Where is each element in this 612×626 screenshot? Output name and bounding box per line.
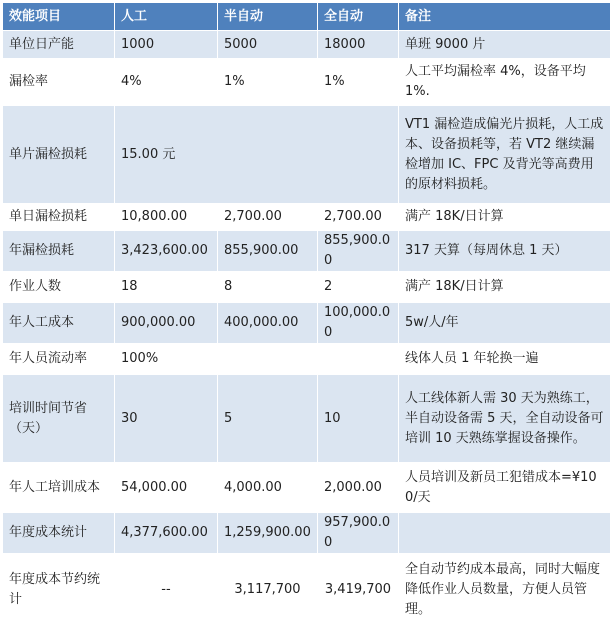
row-label: 作业人数 <box>3 272 115 303</box>
cell-manual: 4% <box>115 59 218 106</box>
cell-full-auto: 957,900.00 <box>318 513 399 554</box>
cell-full-auto: 2,000.00 <box>318 463 399 513</box>
header-item: 效能项目 <box>3 3 115 31</box>
cell-note: 单班 9000 片 <box>399 31 611 59</box>
header-full-auto: 全自动 <box>318 3 399 31</box>
cell-semi-auto: 5000 <box>218 31 318 59</box>
cell-semi-auto: 4,000.00 <box>218 463 318 513</box>
cell-semi-auto: 855,900.00 <box>218 231 318 272</box>
row-label: 漏检率 <box>3 59 115 106</box>
row-label: 培训时间节省（天） <box>3 375 115 463</box>
table-row <box>3 31 611 59</box>
cell-manual: 900,000.00 <box>115 303 218 344</box>
cell-manual: 18 <box>115 272 218 303</box>
table-row <box>3 554 611 626</box>
cell-semi-auto: 5 <box>218 375 318 463</box>
cell-full-auto: 18000 <box>318 31 399 59</box>
cell-note <box>399 513 611 554</box>
header-manual: 人工 <box>115 3 218 31</box>
cell-note: 5w/人/年 <box>399 303 611 344</box>
table-header-row <box>3 3 611 31</box>
table-row <box>3 344 611 375</box>
table-row <box>3 303 611 344</box>
cell-note: 满产 18K/日计算 <box>399 272 611 303</box>
cell-manual: -- <box>115 554 218 626</box>
cell-full-auto: 855,900.00 <box>318 231 399 272</box>
cell-semi-auto: 8 <box>218 272 318 303</box>
cell-manual: 100% <box>115 344 399 375</box>
cell-full-auto: 2,700.00 <box>318 204 399 231</box>
cell-full-auto: 100,000.00 <box>318 303 399 344</box>
cell-note: 人工线体新人需 30 天为熟练工，半自动设备需 5 天，全自动设备可培训 10 天熟练掌握设备操作。 <box>399 375 611 463</box>
cell-manual: 54,000.00 <box>115 463 218 513</box>
cell-note: 317 天算（每周休息 1 天） <box>399 231 611 272</box>
cell-full-auto: 1% <box>318 59 399 106</box>
cell-semi-auto: 3,117,700 <box>218 554 318 626</box>
cell-manual: 3,423,600.00 <box>115 231 218 272</box>
row-label: 单位日产能 <box>3 31 115 59</box>
cell-manual: 1000 <box>115 31 218 59</box>
row-label: 单日漏检损耗 <box>3 204 115 231</box>
row-label: 单片漏检损耗 <box>3 106 115 204</box>
cell-note: 全自动节约成本最高，同时大幅度降低作业人员数量，方便人员管理。 <box>399 554 611 626</box>
cell-semi-auto: 400,000.00 <box>218 303 318 344</box>
row-label: 年度成本节约统计 <box>3 554 115 626</box>
table-row <box>3 59 611 106</box>
cell-manual: 4,377,600.00 <box>115 513 218 554</box>
row-label: 年度成本统计 <box>3 513 115 554</box>
cell-full-auto: 10 <box>318 375 399 463</box>
cell-manual: 10,800.00 <box>115 204 218 231</box>
cell-note: VT1 漏检造成偏光片损耗，人工成本、设备损耗等，若 VT2 继续漏检增加 IC、FPC 及背光等高费用的原材料损耗。 <box>399 106 611 204</box>
table-row <box>3 513 611 554</box>
cell-semi-auto: 1,259,900.00 <box>218 513 318 554</box>
table-row <box>3 204 611 231</box>
cell-manual: 30 <box>115 375 218 463</box>
header-semi-auto: 半自动 <box>218 3 318 31</box>
row-label: 年人员流动率 <box>3 344 115 375</box>
table-row <box>3 231 611 272</box>
cell-full-auto: 2 <box>318 272 399 303</box>
cell-note: 人工平均漏检率 4%，设备平均 1%. <box>399 59 611 106</box>
cell-full-auto: 3,419,700 <box>318 554 399 626</box>
row-label: 年漏检损耗 <box>3 231 115 272</box>
table-row <box>3 106 611 204</box>
cell-note: 线体人员 1 年轮换一遍 <box>399 344 611 375</box>
cell-note: 满产 18K/日计算 <box>399 204 611 231</box>
header-note: 备注 <box>399 3 611 31</box>
cell-note: 人员培训及新员工犯错成本=¥100/天 <box>399 463 611 513</box>
table-row <box>3 375 611 463</box>
cell-manual: 15.00 元 <box>115 106 399 204</box>
table-row <box>3 463 611 513</box>
table-row <box>3 272 611 303</box>
row-label: 年人工培训成本 <box>3 463 115 513</box>
cell-semi-auto: 2,700.00 <box>218 204 318 231</box>
row-label: 年人工成本 <box>3 303 115 344</box>
cell-semi-auto: 1% <box>218 59 318 106</box>
efficiency-table <box>2 2 611 626</box>
